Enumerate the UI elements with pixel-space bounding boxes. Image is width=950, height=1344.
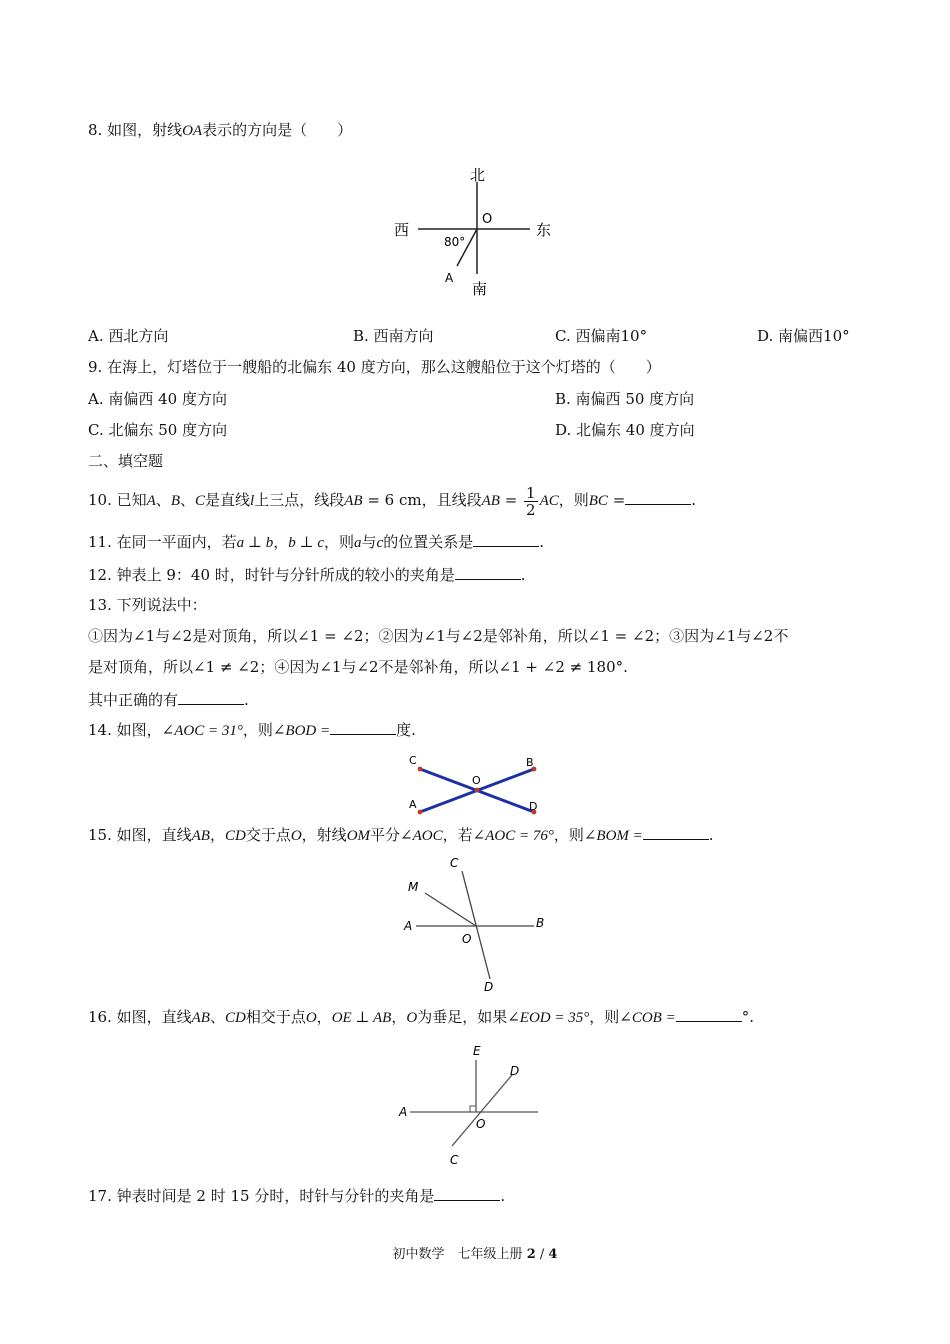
fraction-one-half: $\frac{1}{2}$ (526, 483, 536, 519)
q8-stem: 8. 如图，射线OA表示的方向是（ ） (88, 121, 353, 139)
line-cd (452, 1075, 512, 1146)
label-b: B (526, 756, 534, 769)
label-c: C (450, 856, 459, 870)
q13-head: 13. 下列说法中： (88, 596, 207, 614)
label-e: E (473, 1044, 481, 1058)
q14-stem: 14. 如图，∠AOC = 31°，则∠BOD = 度. (88, 721, 416, 739)
q12-stem: 12. 钟表上 9：40 时，时针与分针所成的较小的夹角是 . (88, 566, 526, 584)
q15-figure (402, 853, 562, 993)
label-o: O (472, 774, 481, 787)
page-number: 2 (526, 1247, 536, 1262)
point-o (475, 788, 480, 793)
answer-blank[interactable] (330, 719, 396, 735)
answer-blank[interactable] (643, 824, 709, 840)
q16-figure (394, 1042, 554, 1172)
q9-stem: 9. 在海上，灯塔位于一艘船的北偏东 40 度方向，那么这艘船位于这个灯塔的（ ） (88, 358, 661, 376)
label-south: 南 (472, 280, 488, 298)
q13-line1: ①因为∠1与∠2是对顶角，所以∠1 = ∠2；②因为∠1与∠2是邻补角，所以∠1 = ∠2；③因为∠1与∠2不 (88, 627, 789, 645)
label-c: C (409, 754, 417, 767)
label-c: C (450, 1153, 459, 1167)
answer-blank[interactable] (625, 489, 691, 505)
label-a: A (409, 798, 417, 811)
label-east: 东 (536, 221, 552, 239)
q14-figure (404, 752, 554, 822)
q11-stem: 11. 在同一平面内，若a ⊥ b，b ⊥ c，则a与c的位置关系是 . (88, 533, 545, 551)
q13-line3: 其中正确的有 . (88, 691, 249, 709)
label-d: D (529, 800, 538, 813)
label-angle: 80° (444, 235, 466, 249)
answer-blank[interactable] (434, 1185, 500, 1201)
q9-option-b: B. 南偏西 50 度方向 (555, 390, 695, 408)
q16-stem: 16. 如图，直线AB、CD相交于点O，OE ⊥ AB，O为垂足，如果∠EOD = 35°，则∠COB = °. (88, 1008, 754, 1026)
page-total: 4 (548, 1247, 558, 1262)
q10-stem: 10. 已知A、B、C是直线l上三点，线段AB = 6 cm，且线段AB = $\frac{1}{2}$ AC，则BC = . (88, 483, 697, 519)
q8-option-a: A. 西北方向 (88, 327, 169, 345)
label-d: D (510, 1064, 520, 1078)
q8-compass-figure (390, 162, 560, 302)
q17-stem: 17. 钟表时间是 2 时 15 分时，时针与分针的夹角是 . (88, 1187, 506, 1205)
label-d: D (484, 980, 494, 994)
point-c (418, 767, 423, 772)
line-cd (462, 871, 490, 979)
answer-blank[interactable] (676, 1006, 742, 1022)
q9-option-c: C. 北偏东 50 度方向 (88, 421, 228, 439)
label-west: 西 (394, 221, 410, 239)
answer-blank[interactable] (178, 689, 244, 705)
label-north: 北 (470, 166, 486, 184)
q8-option-b: B. 西南方向 (353, 327, 434, 345)
page-footer: 初中数学 七年级上册 2 / 4 (392, 1247, 558, 1262)
q8-option-d: D. 南偏西10° (757, 327, 850, 345)
answer-blank[interactable] (455, 564, 521, 580)
label-a: A (399, 1105, 408, 1119)
label-b: B (536, 916, 545, 930)
q9-option-d: D. 北偏东 40 度方向 (555, 421, 695, 439)
label-o: O (462, 932, 472, 946)
q9-option-a: A. 南偏西 40 度方向 (88, 390, 227, 408)
label-origin: O (482, 212, 493, 227)
label-point-a: A (445, 271, 454, 285)
label-a: A (404, 919, 413, 933)
q8-option-c: C. 西偏南10° (555, 327, 648, 345)
section-title: 二、填空题 (88, 452, 164, 470)
label-m: M (408, 880, 419, 894)
q13-line2: 是对顶角，所以∠1 ≠ ∠2；④因为∠1与∠2不是邻补角，所以∠1 + ∠2 ≠ 180°. (88, 658, 628, 676)
label-o: O (476, 1117, 486, 1131)
answer-blank[interactable] (473, 531, 539, 547)
q15-stem: 15. 如图，直线AB，CD交于点O，射线OM平分∠AOC，若∠AOC = 76°，则∠BOM = . (88, 826, 714, 844)
point-a (418, 810, 423, 815)
right-angle-mark (470, 1106, 476, 1112)
